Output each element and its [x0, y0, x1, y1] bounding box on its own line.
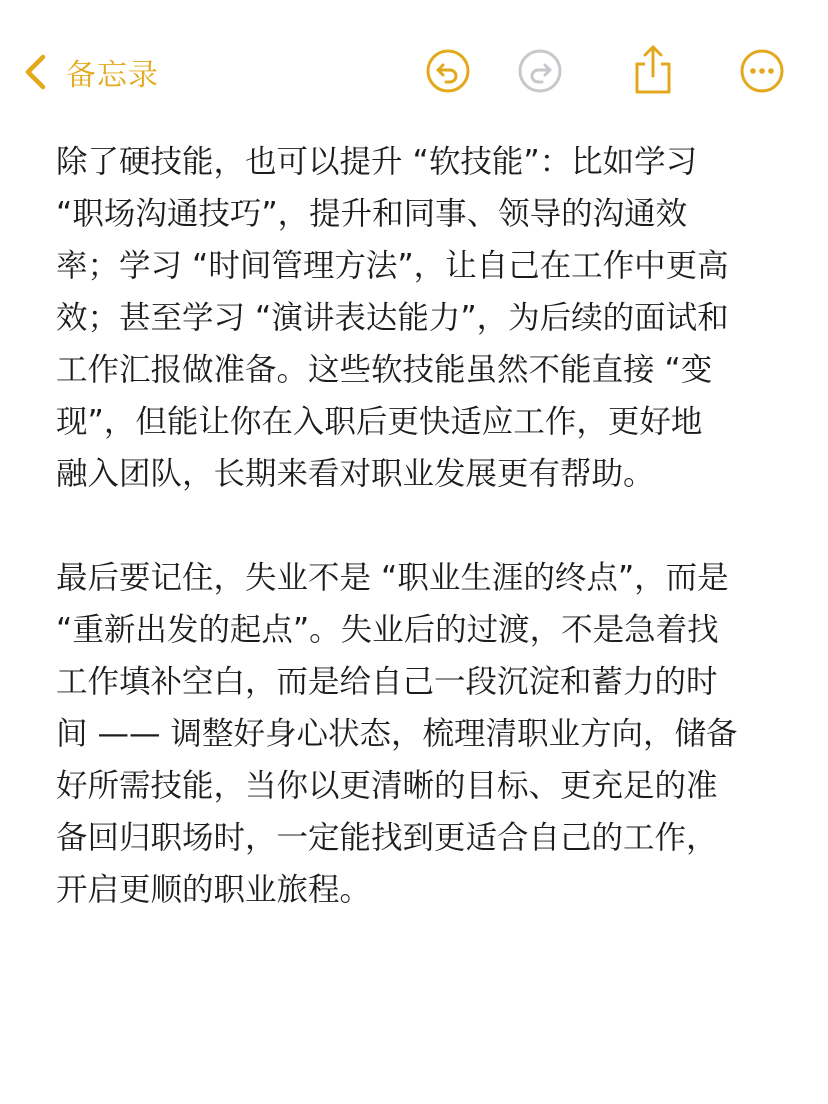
undo-icon [425, 48, 471, 94]
navigation-bar [0, 0, 828, 140]
redo-button[interactable] [517, 48, 563, 94]
back-button-label: 备忘录 [66, 58, 159, 93]
note-paragraph: 除了硬技能，也可以提升 “软技能”：比如学习 “职场沟通技巧”，提升和同事、领导的沟通效 率；学习 “时间管理方法”，让自己在工作中更高 效；甚至学习 “演讲表达能力”，为后续的面试和 工作汇报做准备。这些软技能虽然不能直接 “变 现”，但能让你在入职后更快适应工作，更好地 融入团队，长期来看对职业发展更有帮助。 [56, 144, 729, 492]
share-icon [630, 42, 676, 98]
note-body[interactable] [56, 136, 786, 968]
undo-button[interactable] [425, 48, 471, 94]
share-button[interactable] [630, 42, 676, 98]
back-button[interactable] [22, 48, 159, 96]
redo-icon [517, 48, 563, 94]
more-button[interactable] [739, 48, 785, 94]
chevron-left-icon [22, 52, 48, 92]
more-icon [739, 48, 785, 94]
note-paragraph: 最后要记住，失业不是 “职业生涯的终点”，而是 “重新出发的起点”。失业后的过渡，不是急着找 工作填补空白，而是给自己一段沉淀和蓄力的时 间 —— 调整好身心状态，梳理清职业方向，储备 好所需技能，当你以更清晰的目标、更充足的准 备回归职场时，一定能找到更适合自己的工作， 开启更顺的职业旅程。 [56, 560, 738, 908]
